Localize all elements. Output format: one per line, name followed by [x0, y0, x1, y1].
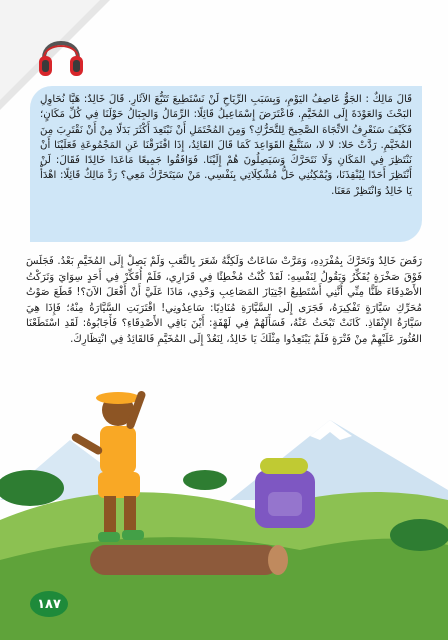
page-number: ١٨٧ — [30, 591, 68, 617]
bush-right — [390, 519, 448, 551]
narrative-paragraph: رَفَضَ خَالِدٌ وَتَحَرَّكَ بِمُفْرَدِهِ، وَمَرَّتْ سَاعَاتٌ وَلَكِنَّهُ شَعَرَ بِالتَّعَبِ وَلَمْ يَصِلْ إِلَى المُخَيَّمِ بَعْدُ. فَجَلَسَ فَوْقَ صَخْرَةٍ يُفَكِّرُ وَيَقُولُ لِنَفْسِهِ: لَقَدْ كُنْتُ مُخْطِئًا فِي قَرَارِي، فَلَمْ أُفَكِّرْ فِي أَحَدٍ سِوَايَ وَتَرَكْتُ الأَصْدِقَاءَ ظَنًّا مِنِّي أَنَّنِي أَسْتَطِيعُ اجْتِيَازَ المَصَاعِبِ وَحْدِي، مَاذَا عَلَيَّ أَنْ أَفْعَلَ الآنَ؟! قَطَعَ صَوْتُ مُحَرِّكِ سَيَّارَةٍ تَفْكِيرَهُ، فَجَرَى إِلَى السَّيَّارَةِ مُنَادِيًا: سَاعِدُونِي! اقْتَرَبَتِ السَّيَّارَةُ مِنْهُ؛ فَإِذَا هِيَ سَيَّارَةُ الإِنْقَاذِ. كَانَتْ تَبْحَثُ عَنْهُ، فَسَأَلَهُمْ فِي لَهْفَةٍ: أَيْنَ بَاقِي الأَصْدِقَاءِ؟ فَأَجَابُوهُ: لَقَدِ اسْتَطَعْنَا العُثُورَ عَلَيْهِمْ مِنْ فَتْرَةٍ فَلَمْ يَبْتَعِدُوا مِثْلَكَ يَا خَالِدُ، لِنَعُدْ إِلَى المُخَيَّمِ فَالقَائِدُ فِي انْتِظَارِكَ. — [26, 256, 422, 345]
log — [90, 545, 280, 575]
hiker-body — [100, 426, 136, 474]
headphones-icon[interactable] — [36, 28, 86, 82]
narrative-text — [26, 254, 422, 348]
dialogue-paragraph: قَالَ مَالِكٌ : الجَوُّ عَاصِفُ اليَوْمِ، وَبِسَبَبِ الرِّيَاحِ لَنْ نَسْتَطِيعَ تَتَبُّعَ الآثَارِ. قَالَ خَالِدٌ: هَيَّا نُحَاوِلِ البَحْثَ وَالعَوْدَةَ إِلَى المُخَيَّمِ. فَاعْتَرَضَ إِسْمَاعِيلُ قَائِلًا: الرِّمَالُ وَالجِبَالُ حَوْلَنَا فِي كُلِّ مَكَانٍ؛ فَكَيْفَ سَنَعْرِفُ الاتِّجَاهَ الصَّحِيحَ لِلتَّحَرُّكِ؟ وَمِنَ المُحْتَمَلِ أَنْ نَبْتَعِدَ أَكْثَرَ بَدَلًا مِنْ أَنْ نَقْتَرِبَ مِنَ المُخَيَّمِ. رَدَّتْ حَلا: لا لا، سَنَتَّبِعُ القَوَاعِدَ كَمَا قَالَ القَائِدُ، إِذَا افْتَرَقْنَا عَنِ المَجْمُوعَةِ فَعَلَيْنَا أَنْ نَنْتَظِرَ فِي المَكَانِ وَلَا نَتَحَرَّكَ وَسَيَصِلُونَ هُمْ إِلَيْنَا. فَوَافَقُوا جَمِيعًا مَاعَدَا خَالِدًا فَقَالَ: لَنْ أَنْتَظِرَ أَحَدًا لِيُنْقِذَنَا، وَيُمْكِنُنِي حَلُّ مُشْكِلَاتِي بِنَفْسِي. مَنْ سَيَتَحَرَّكُ مَعِي؟ رَدَّ مَالِكٌ قَائِلًا: اهْدَأْ يَا خَالِدُ وَانْتَظِرْ مَعَنَا. — [40, 94, 412, 197]
bush-middle — [183, 470, 227, 490]
dialogue-text — [40, 92, 412, 199]
